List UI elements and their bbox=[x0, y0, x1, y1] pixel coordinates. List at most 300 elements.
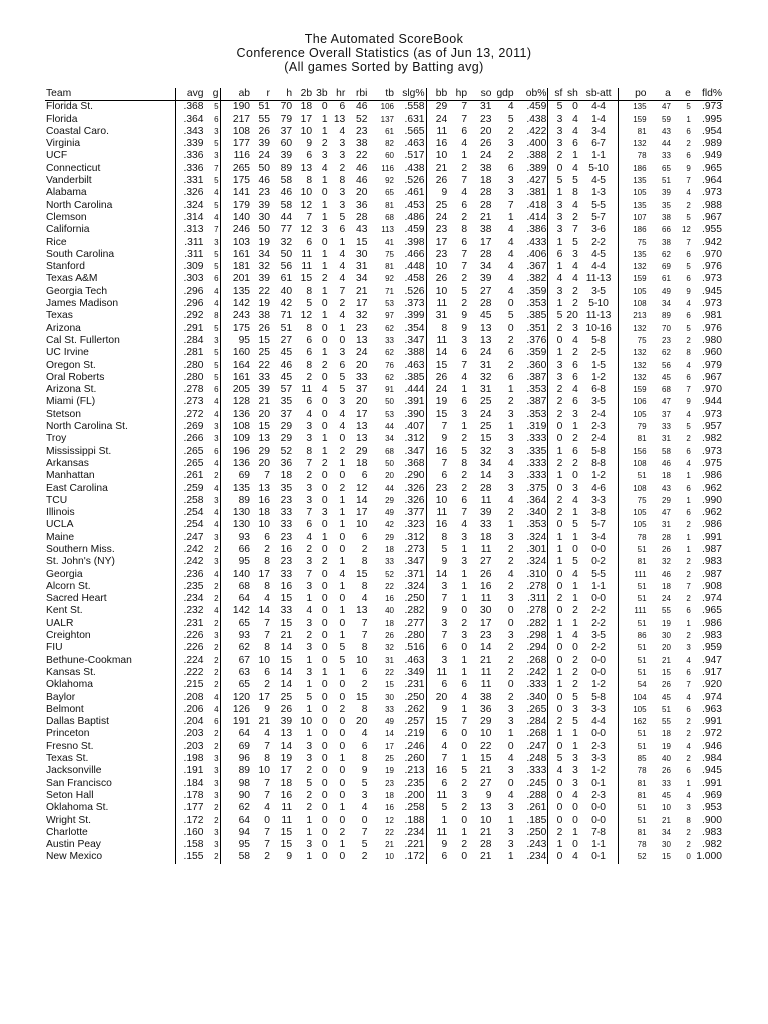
stat-cell-r: 23 bbox=[258, 187, 270, 199]
stat-cell-avg: .231 bbox=[176, 618, 205, 630]
stat-cell-avg: .314 bbox=[176, 212, 205, 224]
stat-cell-po: 159 bbox=[619, 273, 648, 285]
team-name-cell: Texas St. bbox=[46, 753, 89, 765]
stat-cell-gdp: 5 bbox=[507, 310, 514, 322]
team-name-cell: North Carolina bbox=[46, 199, 113, 211]
stat-cell-so: 27 bbox=[480, 285, 492, 297]
stat-cell-r: 33 bbox=[258, 371, 270, 383]
stat-cell-po: 51 bbox=[619, 741, 648, 753]
stat-cell-2b: 4 bbox=[306, 408, 313, 420]
stat-cell-ob: .360 bbox=[526, 359, 547, 371]
stat-cell-rbi: 7 bbox=[361, 630, 368, 642]
stat-cell-ab: 136 bbox=[220, 409, 251, 421]
stat-cell-a: 18 bbox=[662, 581, 671, 591]
stat-cell-fld: .973 bbox=[701, 408, 722, 420]
stat-cell-a: 55 bbox=[662, 606, 671, 616]
team-name-cell: Southern Miss. bbox=[46, 543, 115, 555]
stat-cell-ab: 179 bbox=[220, 200, 251, 212]
stat-cell-sh: 4 bbox=[572, 261, 578, 273]
stat-cell-e: 1 bbox=[686, 532, 691, 542]
stat-cell-po: 132 bbox=[619, 261, 648, 273]
stat-cell-tb: 71 bbox=[385, 286, 395, 296]
stat-cell-3b: 1 bbox=[321, 199, 328, 211]
stat-cell-e: 2 bbox=[686, 717, 691, 727]
stat-cell-h: 35 bbox=[280, 396, 293, 408]
stat-cell-3b: 0 bbox=[321, 851, 328, 863]
stat-cell-slg: .461 bbox=[404, 187, 425, 199]
stat-cell-sb-att: 11-13 bbox=[585, 310, 612, 322]
col-header-po: po bbox=[619, 88, 648, 101]
stat-cell-tb: 62 bbox=[385, 348, 395, 358]
stat-cell-a: 15 bbox=[662, 852, 671, 862]
stat-cell-sh: 20 bbox=[566, 310, 578, 322]
stat-cell-rbi: 13 bbox=[355, 605, 368, 617]
stat-cell-ab: 98 bbox=[220, 778, 251, 790]
stat-cell-tb: 29 bbox=[385, 495, 395, 505]
stat-cell-hr: 3 bbox=[339, 347, 346, 359]
stat-cell-rbi: 7 bbox=[361, 617, 368, 629]
stat-cell-3b: 1 bbox=[321, 113, 328, 125]
stat-cell-hp: 4 bbox=[461, 691, 468, 703]
stat-cell-2b: 3 bbox=[306, 617, 313, 629]
stat-cell-rbi: 22 bbox=[355, 150, 368, 162]
team-name-cell: Arizona St. bbox=[46, 384, 97, 396]
stat-cell-rbi: 5 bbox=[361, 777, 368, 789]
stat-cell-po: 78 bbox=[619, 839, 648, 851]
stat-cell-hp: 2 bbox=[461, 433, 468, 445]
stat-cell-a: 18 bbox=[662, 729, 671, 739]
stat-cell-r: 29 bbox=[258, 445, 270, 457]
stat-cell-hr: 4 bbox=[339, 310, 346, 322]
table-header-row bbox=[45, 88, 723, 101]
stat-cell-sf: 2 bbox=[548, 396, 564, 408]
team-name-cell: Miami (FL) bbox=[46, 396, 96, 408]
team-name-cell: Texas A&M bbox=[46, 273, 98, 285]
stat-cell-tb: 41 bbox=[385, 237, 395, 247]
stat-cell-h: 15 bbox=[280, 839, 293, 851]
stat-cell-avg: .364 bbox=[176, 114, 205, 126]
stat-cell-g: 3 bbox=[214, 778, 219, 788]
stat-cell-2b: 8 bbox=[306, 359, 313, 371]
stat-cell-g: 4 bbox=[214, 188, 219, 198]
table-body bbox=[45, 101, 723, 864]
stat-cell-e: 2 bbox=[686, 631, 691, 641]
stat-cell-g: 4 bbox=[214, 409, 219, 419]
stat-cell-e: 2 bbox=[686, 729, 691, 739]
stat-cell-slg: .565 bbox=[404, 125, 425, 137]
stat-cell-slg: .221 bbox=[404, 839, 425, 851]
stat-cell-sf: 1 bbox=[548, 630, 564, 642]
stat-cell-r: 9 bbox=[264, 703, 270, 715]
team-name-cell: Alabama bbox=[46, 187, 87, 199]
stat-cell-e: 5 bbox=[686, 212, 691, 222]
stat-cell-2b: 5 bbox=[306, 298, 313, 310]
stat-cell-2b: 6 bbox=[306, 519, 313, 531]
stat-cell-hp: 5 bbox=[461, 765, 468, 777]
stat-cell-hp: 0 bbox=[461, 642, 468, 654]
team-name-cell: Troy bbox=[46, 433, 67, 445]
stat-cell-tb: 81 bbox=[385, 262, 395, 272]
stat-cell-rbi: 3 bbox=[361, 789, 368, 801]
stat-cell-r: 26 bbox=[258, 322, 270, 334]
stat-cell-hr: 4 bbox=[339, 261, 346, 273]
stat-cell-hr: 2 bbox=[339, 826, 346, 838]
stat-cell-sf: 0 bbox=[548, 605, 564, 617]
stat-cell-3b: 2 bbox=[321, 359, 328, 371]
stat-cell-hp: 7 bbox=[461, 113, 468, 125]
stat-cell-avg: .232 bbox=[176, 605, 205, 617]
stat-cell-ab: 126 bbox=[220, 704, 251, 716]
stat-cell-sb-att: 4-5 bbox=[591, 175, 606, 187]
stat-cell-hr: 7 bbox=[339, 285, 346, 297]
stat-cell-po: 213 bbox=[619, 310, 648, 322]
stat-cell-avg: .336 bbox=[176, 163, 205, 175]
stat-cell-ab: 142 bbox=[220, 298, 251, 310]
stat-cell-g: 2 bbox=[214, 618, 219, 628]
stat-cell-3b: 4 bbox=[321, 162, 328, 174]
stat-cell-e: 6 bbox=[686, 483, 691, 493]
stat-cell-r: 6 bbox=[264, 666, 270, 678]
stat-cell-rbi: 6 bbox=[361, 470, 368, 482]
stat-cell-tb: 18 bbox=[385, 790, 395, 800]
stat-cell-h: 11 bbox=[281, 814, 293, 826]
stat-cell-slg: .388 bbox=[404, 347, 425, 359]
stat-cell-rbi: 10 bbox=[355, 654, 368, 666]
stat-cell-sh: 3 bbox=[572, 248, 578, 260]
stat-cell-slg: .257 bbox=[404, 716, 425, 728]
stat-cell-hr: 1 bbox=[339, 236, 346, 248]
stat-cell-ob: .381 bbox=[526, 187, 547, 199]
stat-cell-r: 21 bbox=[258, 396, 270, 408]
stat-cell-ob: .265 bbox=[526, 703, 547, 715]
stat-cell-slg: .234 bbox=[404, 826, 425, 838]
stat-cell-avg: .215 bbox=[176, 679, 205, 691]
team-name-cell: Vanderbilt bbox=[46, 175, 92, 187]
col-header-h: h bbox=[271, 88, 293, 101]
stat-cell-r: 22 bbox=[258, 359, 270, 371]
stat-cell-ob: .324 bbox=[526, 531, 547, 543]
stat-cell-r: 7 bbox=[264, 740, 270, 752]
stat-cell-avg: .204 bbox=[176, 716, 205, 728]
stat-cell-ob: .245 bbox=[526, 777, 547, 789]
stat-cell-po: 54 bbox=[619, 679, 648, 691]
stat-cell-tb: 44 bbox=[385, 422, 395, 432]
stat-cell-so: 11 bbox=[480, 679, 492, 691]
stat-cell-3b: 0 bbox=[321, 691, 328, 703]
stat-cell-g: 5 bbox=[214, 200, 219, 210]
stat-cell-gdp: 3 bbox=[507, 470, 514, 482]
stat-cell-tb: 29 bbox=[385, 532, 395, 542]
table-row bbox=[45, 470, 723, 482]
stat-cell-tb: 10 bbox=[385, 852, 395, 862]
stat-cell-gdp: 2 bbox=[507, 396, 514, 408]
stat-cell-sh: 5 bbox=[572, 519, 578, 531]
stat-cell-tb: 22 bbox=[385, 667, 395, 677]
stat-cell-2b: 2 bbox=[306, 371, 313, 383]
stat-cell-g: 6 bbox=[214, 114, 219, 124]
stat-cell-a: 18 bbox=[662, 471, 671, 481]
stat-cell-hr: 2 bbox=[339, 162, 346, 174]
stat-cell-ab: 63 bbox=[220, 667, 251, 679]
stat-cell-po: 105 bbox=[619, 409, 648, 421]
stat-cell-bb: 8 bbox=[426, 532, 448, 544]
stat-cell-fld: .982 bbox=[701, 839, 722, 851]
stat-cell-rbi: 13 bbox=[355, 334, 368, 346]
stat-cell-hp: 0 bbox=[461, 814, 468, 826]
stat-cell-e: 2 bbox=[686, 520, 691, 530]
stat-cell-2b: 6 bbox=[306, 396, 313, 408]
stat-cell-g: 4 bbox=[214, 483, 219, 493]
stat-cell-fld: .969 bbox=[701, 789, 722, 801]
stat-cell-hr: 0 bbox=[339, 740, 346, 752]
stat-cell-a: 15 bbox=[662, 667, 671, 677]
stat-cell-fld: .991 bbox=[701, 531, 722, 543]
stat-cell-r: 15 bbox=[258, 421, 270, 433]
stat-cell-slg: .448 bbox=[404, 261, 425, 273]
table-row bbox=[45, 175, 723, 187]
team-name-cell: Alcorn St. bbox=[46, 580, 91, 592]
team-name-cell: Illinois bbox=[46, 507, 75, 519]
stat-cell-g: 2 bbox=[214, 680, 219, 690]
stat-cell-ab: 95 bbox=[220, 839, 251, 851]
stat-cell-ob: .385 bbox=[526, 310, 547, 322]
stat-cell-sf: 5 bbox=[548, 310, 564, 322]
stat-cell-g: 5 bbox=[214, 139, 219, 149]
stat-cell-g: 3 bbox=[214, 335, 219, 345]
stat-cell-sh: 2 bbox=[572, 285, 578, 297]
stat-cell-so: 20 bbox=[480, 125, 492, 137]
stat-cell-2b: 1 bbox=[306, 679, 313, 691]
stat-cell-fld: .973 bbox=[701, 445, 722, 457]
stat-cell-po: 106 bbox=[619, 396, 648, 408]
stat-cell-tb: 75 bbox=[385, 249, 395, 259]
stat-cell-rbi: 2 bbox=[361, 679, 368, 691]
stat-cell-h: 16 bbox=[280, 543, 293, 555]
stat-cell-slg: .188 bbox=[404, 814, 425, 826]
table-row bbox=[45, 839, 723, 851]
stat-cell-rbi: 8 bbox=[361, 703, 368, 715]
stat-cell-sf: 3 bbox=[548, 126, 564, 138]
stat-cell-slg: .385 bbox=[404, 371, 425, 383]
table-row bbox=[45, 310, 723, 322]
stat-cell-tb: 50 bbox=[385, 397, 395, 407]
stat-cell-r: 22 bbox=[258, 285, 270, 297]
team-name-cell: Kent St. bbox=[46, 605, 83, 617]
stat-cell-r: 39 bbox=[258, 384, 270, 396]
stat-cell-po: 81 bbox=[619, 778, 648, 790]
stat-cell-3b: 0 bbox=[321, 753, 328, 765]
stat-cell-ab: 68 bbox=[220, 581, 251, 593]
stat-cell-fld: .981 bbox=[701, 310, 722, 322]
stat-cell-hp: 1 bbox=[461, 543, 468, 555]
stat-cell-avg: .368 bbox=[176, 101, 205, 114]
stat-cell-so: 45 bbox=[480, 310, 492, 322]
stat-cell-fld: .962 bbox=[701, 507, 722, 519]
stat-cell-2b: 8 bbox=[306, 285, 313, 297]
stat-cell-avg: .254 bbox=[176, 507, 205, 519]
table-row bbox=[45, 286, 723, 298]
stat-cell-so: 21 bbox=[480, 211, 492, 223]
stat-cell-po: 51 bbox=[619, 593, 648, 605]
stat-cell-po: 85 bbox=[619, 753, 648, 765]
stat-cell-2b: 2 bbox=[306, 543, 313, 555]
team-name-cell: Oral Roberts bbox=[46, 371, 105, 383]
stat-cell-hp: 3 bbox=[461, 531, 468, 543]
stat-cell-po: 51 bbox=[619, 544, 648, 556]
stat-cell-sf: 0 bbox=[548, 692, 564, 704]
stat-cell-sb-att: 0-0 bbox=[591, 814, 606, 826]
stat-cell-g: 2 bbox=[214, 815, 219, 825]
stat-cell-sf: 1 bbox=[548, 237, 564, 249]
stat-cell-avg: .177 bbox=[176, 802, 205, 814]
stat-cell-slg: .463 bbox=[404, 138, 425, 150]
stat-cell-2b: 11 bbox=[301, 261, 313, 273]
stat-cell-rbi: 4 bbox=[361, 593, 368, 605]
team-name-cell: Seton Hall bbox=[46, 789, 94, 801]
stat-cell-bb: 6 bbox=[426, 679, 448, 691]
stat-cell-so: 21 bbox=[480, 654, 492, 666]
stat-cell-ob: .418 bbox=[526, 199, 547, 211]
stat-cell-slg: .466 bbox=[404, 248, 425, 260]
stat-cell-hr: 1 bbox=[339, 605, 346, 617]
team-name-cell: Oklahoma bbox=[46, 679, 93, 691]
stat-cell-fld: .945 bbox=[701, 285, 722, 297]
stat-cell-sf: 1 bbox=[548, 618, 564, 630]
stat-cell-ab: 217 bbox=[220, 114, 251, 126]
stat-cell-slg: .398 bbox=[404, 236, 425, 248]
stat-cell-hr: 13 bbox=[333, 113, 346, 125]
stat-cell-2b: 13 bbox=[300, 162, 313, 174]
stat-cell-hr: 8 bbox=[339, 175, 346, 187]
stat-cell-sh: 5 bbox=[572, 175, 578, 187]
stat-cell-ob: .367 bbox=[526, 261, 547, 273]
stat-cell-3b: 2 bbox=[321, 556, 328, 568]
stat-cell-hr: 1 bbox=[339, 519, 346, 531]
stat-cell-hr: 3 bbox=[339, 187, 346, 199]
stat-cell-sh: 2 bbox=[572, 679, 578, 691]
stat-cell-hp: 2 bbox=[461, 777, 468, 789]
stat-cell-3b: 0 bbox=[321, 494, 328, 506]
stat-cell-sb-att: 0-0 bbox=[591, 802, 606, 814]
stat-cell-h: 51 bbox=[280, 322, 293, 334]
stat-cell-sh: 8 bbox=[572, 187, 578, 199]
stat-cell-r: 25 bbox=[258, 347, 270, 359]
stat-cell-avg: .278 bbox=[176, 384, 205, 396]
stat-cell-h: 58 bbox=[280, 199, 293, 211]
stat-cell-3b: 0 bbox=[321, 765, 328, 777]
stat-cell-gdp: 1 bbox=[507, 728, 514, 740]
stat-cell-bb: 26 bbox=[426, 175, 448, 187]
stat-cell-avg: .191 bbox=[176, 765, 205, 777]
table-row bbox=[45, 618, 723, 630]
stat-cell-bb: 11 bbox=[426, 126, 448, 138]
table-row bbox=[45, 212, 723, 224]
team-name-cell: Florida bbox=[46, 113, 78, 125]
stat-cell-g: 5 bbox=[214, 372, 219, 382]
stat-cell-gdp: 3 bbox=[507, 826, 514, 838]
stat-cell-2b: 6 bbox=[306, 347, 313, 359]
table-row bbox=[45, 101, 723, 114]
col-header-sb-att: sb-att bbox=[579, 88, 619, 101]
stat-cell-tb: 61 bbox=[385, 126, 395, 136]
stat-cell-tb: 52 bbox=[385, 569, 395, 579]
stat-cell-h: 15 bbox=[280, 654, 293, 666]
stat-cell-bb: 16 bbox=[426, 138, 448, 150]
stat-cell-ob: .250 bbox=[526, 826, 547, 838]
stat-cell-gdp: 1 bbox=[507, 519, 514, 531]
stat-cell-e: 6 bbox=[686, 508, 691, 518]
stat-cell-ab: 108 bbox=[220, 421, 251, 433]
stat-cell-g: 2 bbox=[214, 852, 219, 862]
stat-cell-ob: .388 bbox=[526, 150, 547, 162]
report-title: The Automated ScoreBook bbox=[304, 32, 464, 46]
stat-cell-r: 4 bbox=[264, 728, 270, 740]
stat-cell-h: 14 bbox=[280, 740, 293, 752]
stat-cell-r: 7 bbox=[264, 839, 270, 851]
stat-cell-ab: 140 bbox=[220, 212, 251, 224]
stat-cell-slg: .312 bbox=[404, 433, 425, 445]
stat-cell-slg: .258 bbox=[404, 802, 425, 814]
stat-cell-gdp: 4 bbox=[507, 789, 514, 801]
stat-cell-bb: 7 bbox=[426, 753, 448, 765]
stat-cell-sh: 1 bbox=[572, 617, 578, 629]
stat-cell-tb: 116 bbox=[381, 163, 395, 173]
stat-cell-e: 6 bbox=[686, 126, 691, 136]
stat-cell-avg: .296 bbox=[176, 286, 205, 298]
stat-cell-fld: .965 bbox=[701, 605, 722, 617]
stat-cell-a: 58 bbox=[662, 446, 671, 456]
stat-cell-sf: 1 bbox=[548, 347, 564, 359]
stat-cell-sh: 2 bbox=[572, 211, 578, 223]
stat-cell-ab: 243 bbox=[220, 310, 251, 322]
stat-cell-tb: 17 bbox=[385, 741, 395, 751]
stat-cell-3b: 0 bbox=[321, 519, 328, 531]
table-row bbox=[45, 642, 723, 654]
stat-cell-po: 105 bbox=[619, 704, 648, 716]
stat-cell-hr: 1 bbox=[339, 580, 346, 592]
stat-cell-ab: 64 bbox=[220, 815, 251, 827]
team-name-cell: Mississippi St. bbox=[46, 445, 112, 457]
stat-cell-tb: 22 bbox=[385, 581, 395, 591]
col-header-g: g bbox=[205, 88, 221, 101]
stat-cell-sh: 5 bbox=[572, 716, 578, 728]
col-header-gdp: gdp bbox=[492, 88, 514, 101]
stat-cell-sb-att: 5-8 bbox=[591, 691, 606, 703]
stat-cell-sb-att: 1-2 bbox=[591, 371, 606, 383]
stat-cell-po: 51 bbox=[619, 581, 648, 593]
stat-cell-sh: 1 bbox=[572, 580, 578, 592]
stat-cell-bb: 7 bbox=[426, 458, 448, 470]
stat-cell-slg: .463 bbox=[404, 359, 425, 371]
stat-cell-ob: .375 bbox=[526, 482, 547, 494]
table-row bbox=[45, 249, 723, 261]
stat-cell-2b: 8 bbox=[306, 175, 313, 187]
stat-cell-g: 7 bbox=[214, 163, 219, 173]
stat-cell-po: 51 bbox=[619, 655, 648, 667]
stat-cell-so: 16 bbox=[480, 580, 492, 592]
stat-cell-ab: 69 bbox=[220, 741, 251, 753]
stat-cell-so: 21 bbox=[480, 826, 492, 838]
stat-cell-g: 7 bbox=[214, 225, 219, 235]
stat-cell-po: 105 bbox=[619, 286, 648, 298]
stat-cell-hr: 1 bbox=[339, 666, 346, 678]
stat-cell-po: 132 bbox=[619, 323, 648, 335]
stat-cell-3b: 0 bbox=[321, 605, 328, 617]
stat-cell-sf: 2 bbox=[548, 827, 564, 839]
stat-cell-r: 8 bbox=[264, 642, 270, 654]
stat-cell-h: 52 bbox=[280, 445, 293, 457]
stat-cell-slg: .347 bbox=[404, 556, 425, 568]
